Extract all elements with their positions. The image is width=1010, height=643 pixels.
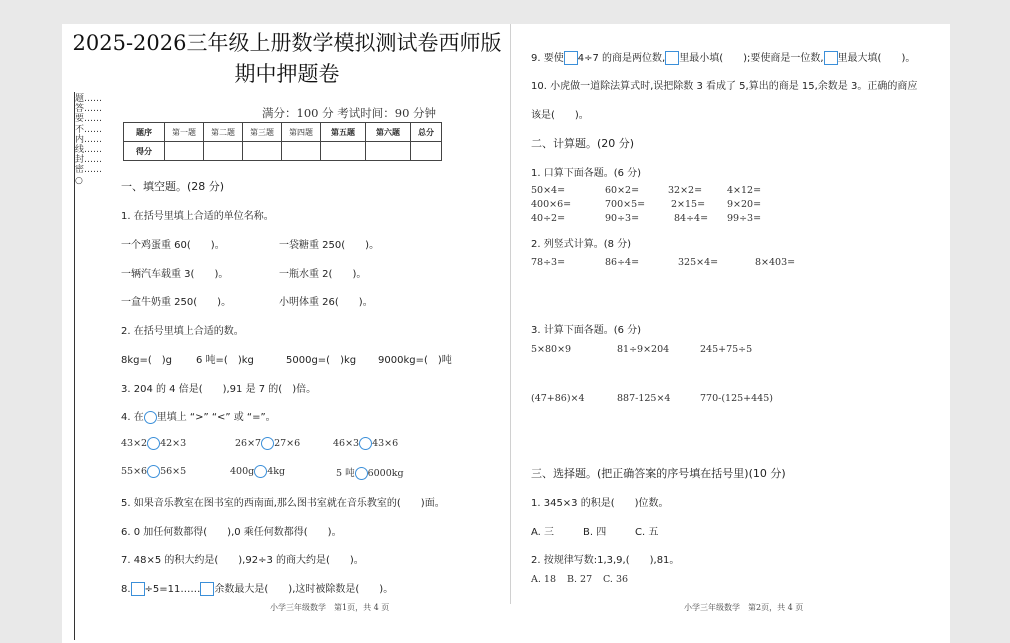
q4-item (230, 465, 285, 478)
mixed-calc: 81÷9×204 (617, 344, 670, 355)
q4-left: 55×6 (121, 466, 148, 477)
choice-2: 2. 按规律写数:1,3,9,( ),81。 (531, 555, 680, 566)
score-table (123, 122, 442, 161)
oral-calc: 40÷2= (531, 213, 566, 224)
question-7: 7. 48×5 的积大约是( ),92÷3 的商大约是( )。 (121, 555, 364, 566)
choice-option: C. 36 (603, 574, 629, 585)
q8-text-b: ÷5=11…… (144, 584, 201, 595)
section-3-heading: 三、选择题。(把正确答案的序号填在括号里)(10 分) (531, 467, 786, 480)
score-cell[interactable] (243, 142, 282, 161)
square-blank[interactable] (564, 51, 578, 65)
score-header-cell: 第一题 (165, 123, 204, 142)
q4-item (121, 437, 186, 450)
oral-calc: 84÷4= (674, 213, 709, 224)
score-cell[interactable] (366, 142, 411, 161)
q4-item (333, 437, 398, 450)
choice-1: 1. 345×3 的积是( )位数。 (531, 498, 669, 509)
title-line-1: 2025-2026三年级上册数学模拟测试卷西师版 (72, 31, 502, 55)
q1-item: 一辆汽车载重 3( )。 (121, 269, 229, 280)
question-1: 1. 在括号里填上合适的单位名称。 (121, 211, 274, 222)
q4-text-a: 4. 在 (121, 412, 144, 423)
score-header-cell: 第六题 (366, 123, 411, 142)
q4-item (235, 437, 300, 450)
q4-left: 5 吨 (336, 468, 355, 479)
binding-text: 题……答……要……不……内……线……封……密……○ (75, 94, 103, 186)
oral-calc: 99÷3= (727, 213, 762, 224)
question-9 (531, 49, 915, 65)
page-footer-right: 小学三年级数学 第2页，共 4 页 (684, 603, 804, 612)
q4-left: 400g (230, 466, 255, 477)
score-table-score-row (124, 142, 442, 161)
q4-right: 6000kg (367, 468, 404, 479)
score-header-cell: 题序 (124, 123, 165, 142)
choice-option: A. 三 (531, 527, 555, 538)
q4-item (121, 465, 186, 478)
section-2-heading: 二、计算题。(20 分) (531, 137, 635, 150)
page-divider (510, 24, 511, 604)
question-2: 2. 在括号里填上合适的数。 (121, 326, 244, 337)
q4-left: 26×7 (235, 438, 262, 449)
compare-circle[interactable] (254, 465, 267, 478)
oral-calc: 2×15= (671, 199, 706, 210)
circle-blank-icon (144, 411, 157, 424)
square-blank[interactable] (824, 51, 838, 65)
score-cell[interactable] (204, 142, 243, 161)
question-8 (121, 580, 393, 596)
q4-right: 42×3 (160, 438, 187, 449)
choice-option: B. 四 (583, 527, 607, 538)
score-cell[interactable] (321, 142, 366, 161)
q4-right: 4kg (267, 466, 286, 477)
calc-3: 3. 计算下面各题。(6 分) (531, 325, 642, 336)
score-header-cell: 总分 (411, 123, 442, 142)
score-row-label: 得分 (124, 142, 165, 161)
compare-circle[interactable] (147, 465, 160, 478)
choice-option: C. 五 (635, 527, 659, 538)
q2-item: 5000g=( )kg (286, 355, 357, 366)
oral-calc: 9×20= (727, 199, 762, 210)
q1-item: 一盒牛奶重 250( )。 (121, 297, 232, 308)
q1-item: 一瓶水重 2( )。 (279, 269, 367, 280)
q9-text-b: 4÷7 的商是两位数, (577, 53, 666, 64)
question-4 (121, 408, 276, 424)
compare-circle[interactable] (261, 437, 274, 450)
square-blank[interactable] (200, 582, 214, 596)
q4-left: 43×2 (121, 438, 148, 449)
score-table-header-row (124, 123, 442, 142)
mixed-calc: 5×80×9 (531, 344, 572, 355)
score-header-cell: 第二题 (204, 123, 243, 142)
q9-text-c: 里最小填( );要使商是一位数, (679, 53, 824, 64)
q2-item: 9000kg=( )吨 (378, 355, 452, 366)
oral-calc: 32×2= (668, 185, 703, 196)
q8-text-a: 8. (121, 584, 131, 595)
q8-text-c: 余数最大是( ),这时被除数是( )。 (214, 584, 394, 595)
oral-calc: 60×2= (605, 185, 640, 196)
score-cell[interactable] (411, 142, 442, 161)
q4-right: 43×6 (372, 438, 399, 449)
square-blank[interactable] (665, 51, 679, 65)
exam-title (62, 28, 512, 90)
page-footer-left: 小学三年级数学 第1页，共 4 页 (270, 603, 390, 612)
question-10-line-2: 该是( )。 (531, 110, 589, 121)
choice-option: B. 27 (567, 574, 593, 585)
oral-calc: 4×12= (727, 185, 762, 196)
compare-circle[interactable] (147, 437, 160, 450)
q4-left: 46×3 (333, 438, 360, 449)
q1-item: 小明体重 26( )。 (279, 297, 373, 308)
mixed-calc: 245+75÷5 (700, 344, 753, 355)
question-10-line-1: 10. 小虎做一道除法算式时,误把除数 3 看成了 5,算出的商是 15,余数是 3。正确的商应 (531, 81, 918, 92)
mixed-calc: 770-(125+445) (700, 393, 773, 404)
q2-item: 6 吨=( )kg (196, 355, 254, 366)
q1-item: 一个鸡蛋重 60( )。 (121, 240, 225, 251)
q4-item (336, 465, 404, 480)
score-header-cell: 第三题 (243, 123, 282, 142)
score-header-cell: 第四题 (282, 123, 321, 142)
score-header-cell: 第五题 (321, 123, 366, 142)
q4-right: 56×5 (160, 466, 187, 477)
exam-page (62, 24, 950, 643)
q4-right: 27×6 (274, 438, 301, 449)
oral-calc: 700×5= (605, 199, 646, 210)
q9-text-a: 9. 要使 (531, 53, 564, 64)
question-3: 3. 204 的 4 倍是( ),91 是 7 的( )倍。 (121, 384, 317, 395)
vertical-calc: 8×403= (755, 257, 796, 268)
q9-text-d: 里最大填( )。 (837, 53, 916, 64)
compare-circle[interactable] (355, 467, 368, 480)
exam-meta: 满分：100 分 考试时间：90 分钟 (262, 106, 437, 120)
q2-item: 8kg=( )g (121, 355, 173, 366)
oral-calc: 400×6= (531, 199, 572, 210)
oral-calc: 90÷3= (605, 213, 640, 224)
square-blank[interactable] (131, 582, 145, 596)
calc-1: 1. 口算下面各题。(6 分) (531, 168, 642, 179)
compare-circle[interactable] (359, 437, 372, 450)
q1-item: 一袋糖重 250( )。 (279, 240, 380, 251)
mixed-calc: 887-125×4 (617, 393, 671, 404)
choice-option: A. 18 (531, 574, 556, 585)
score-cell[interactable] (282, 142, 321, 161)
oral-calc: 50×4= (531, 185, 566, 196)
vertical-calc: 78÷3= (531, 257, 566, 268)
vertical-calc: 86÷4= (605, 257, 640, 268)
title-line-2: 期中押题卷 (234, 62, 340, 86)
section-1-heading: 一、填空题。(28 分) (121, 180, 225, 193)
q4-text-b: 里填上 “>” “<” 或 “=”。 (156, 412, 276, 423)
calc-2: 2. 列竖式计算。(8 分) (531, 239, 632, 250)
mixed-calc: (47+86)×4 (531, 393, 585, 404)
vertical-calc: 325×4= (678, 257, 719, 268)
question-5: 5. 如果音乐教室在图书室的西南面,那么图书室就在音乐教室的( )面。 (121, 498, 445, 509)
score-cell[interactable] (165, 142, 204, 161)
question-6: 6. 0 加任何数都得( ),0 乘任何数都得( )。 (121, 527, 342, 538)
